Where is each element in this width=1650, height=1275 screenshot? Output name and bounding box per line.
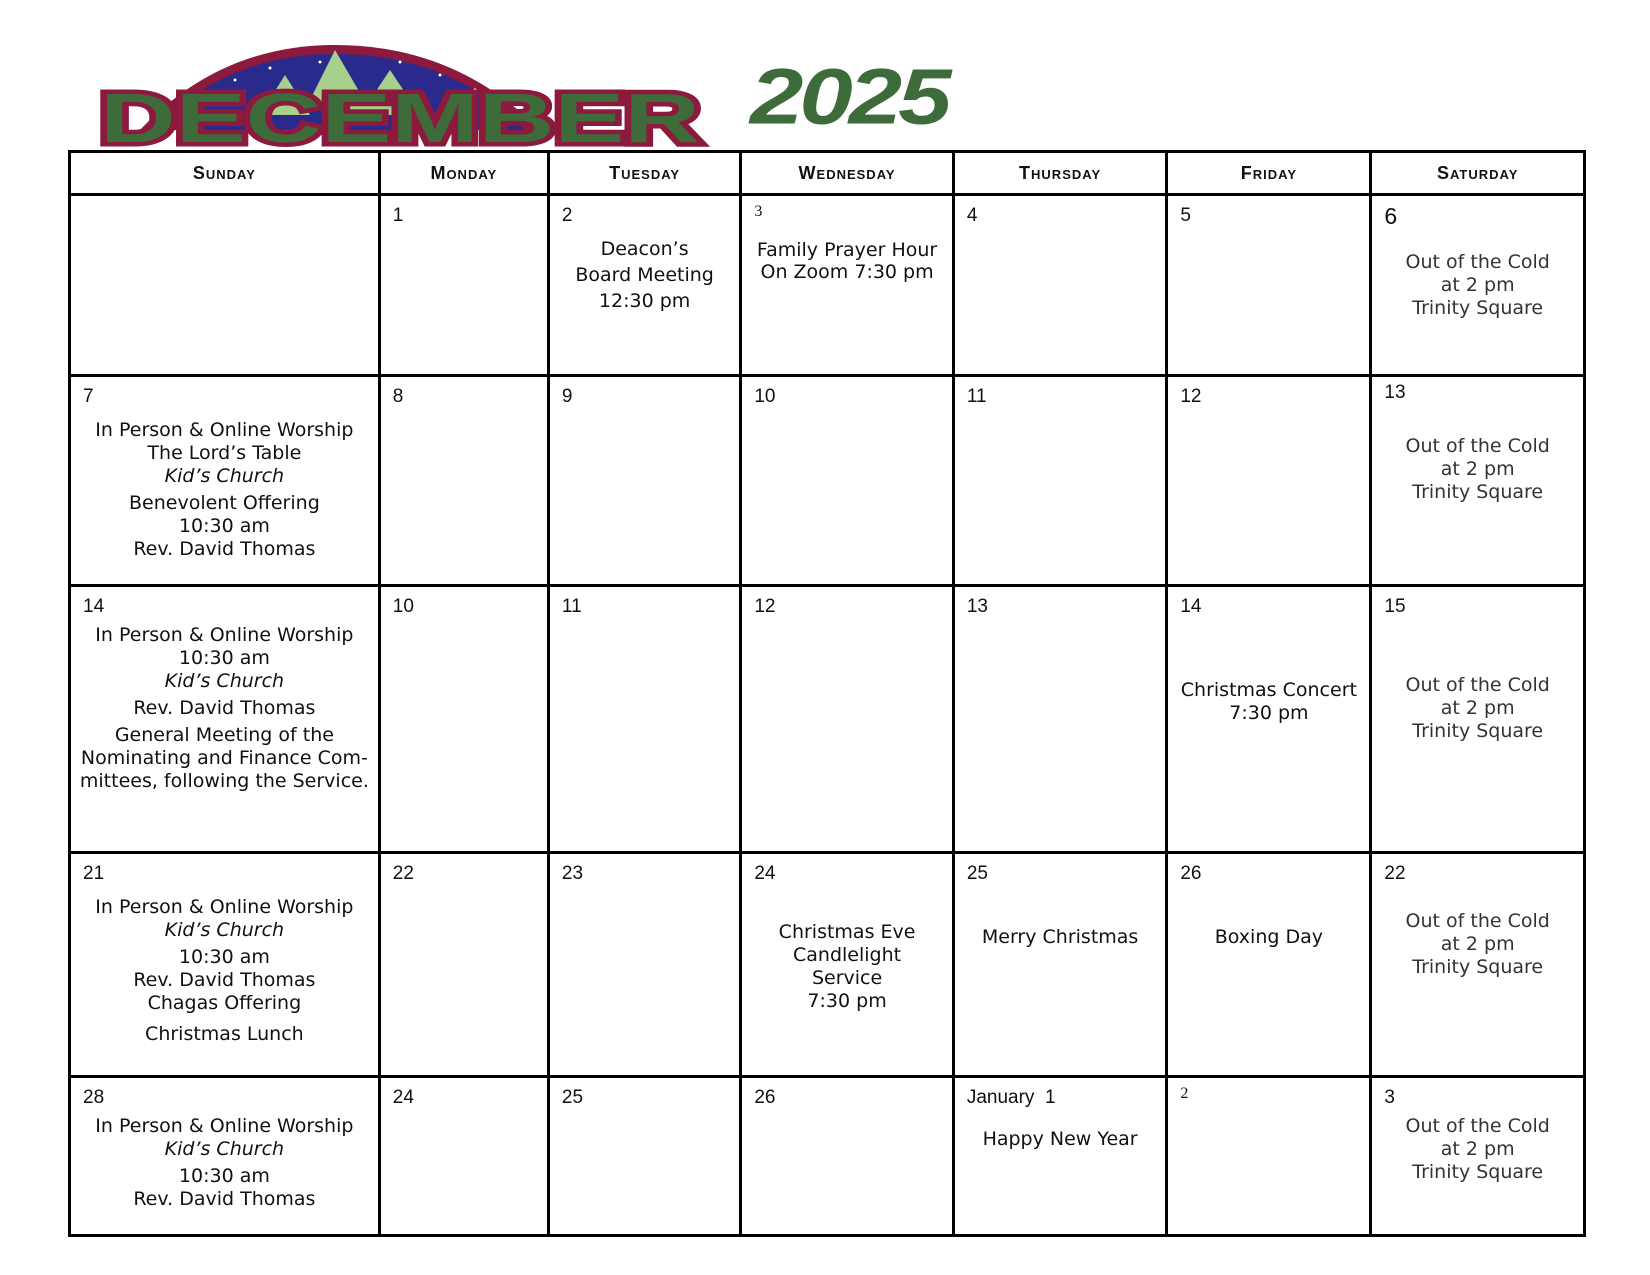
event-line: at 2 pm bbox=[1440, 933, 1515, 956]
event-line: Rev. David Thomas bbox=[133, 1188, 316, 1211]
event-line: at 2 pm bbox=[1440, 1138, 1515, 1161]
event-line: Out of the Cold bbox=[1405, 434, 1550, 457]
day-number: 9 bbox=[561, 385, 573, 407]
event-line: at 2 pm bbox=[1440, 696, 1515, 719]
day-number: 24 bbox=[392, 1087, 414, 1109]
event-line: 12:30 pm bbox=[598, 290, 691, 312]
day-number: 26 bbox=[1180, 863, 1202, 885]
day-number: 25 bbox=[561, 1087, 584, 1109]
week-row-4 bbox=[70, 853, 1585, 1077]
day-number: 22 bbox=[1384, 863, 1406, 885]
weekday-tuesday: Tuesday bbox=[548, 152, 740, 195]
event-line: Trinity Square bbox=[1412, 297, 1544, 319]
event-out-of-the-cold bbox=[1372, 674, 1583, 743]
day-cell bbox=[379, 853, 548, 1077]
event-merry-christmas bbox=[955, 926, 1166, 949]
event-line: Kid’s Church bbox=[164, 919, 285, 942]
day-number: 10 bbox=[392, 595, 414, 617]
day-cell bbox=[953, 585, 1167, 852]
day-cell bbox=[379, 195, 548, 376]
day-cell bbox=[741, 853, 954, 1077]
event-line: Family Prayer Hour bbox=[756, 239, 938, 261]
weekday-monday: Monday bbox=[379, 152, 548, 195]
day-cell bbox=[953, 853, 1167, 1077]
event-line: General Meeting of the bbox=[114, 723, 334, 746]
day-number: 26 bbox=[754, 1087, 776, 1109]
day-number: 28 bbox=[83, 1087, 105, 1109]
event-line: 7:30 pm bbox=[1229, 701, 1309, 724]
day-cell bbox=[1371, 375, 1585, 585]
day-number: 25 bbox=[966, 863, 988, 885]
event-line: Trinity Square bbox=[1412, 480, 1544, 503]
day-number: 2 bbox=[561, 205, 573, 226]
day-cell bbox=[741, 375, 954, 585]
day-cell bbox=[379, 375, 548, 585]
event-line: The Lord’s Table bbox=[147, 441, 302, 464]
day-cell bbox=[70, 853, 380, 1077]
event-sunday-worship bbox=[71, 419, 378, 561]
event-boxing-day bbox=[1168, 926, 1369, 949]
day-number: 24 bbox=[754, 863, 776, 885]
event-christmas-concert bbox=[1168, 679, 1369, 725]
day-number: 4 bbox=[966, 205, 978, 226]
event-sunday-worship bbox=[71, 1115, 378, 1211]
event-line: Benevolent Offering bbox=[129, 491, 320, 514]
day-cell bbox=[548, 853, 740, 1077]
day-cell bbox=[1371, 195, 1585, 376]
day-number: 2 bbox=[1180, 1085, 1189, 1103]
day-number: 5 bbox=[1180, 205, 1191, 226]
day-cell bbox=[953, 195, 1167, 376]
day-number: 21 bbox=[83, 863, 105, 885]
day-number: 15 bbox=[1384, 595, 1406, 617]
week-row-1 bbox=[70, 195, 1585, 376]
day-number: 10 bbox=[754, 385, 776, 407]
day-number: 14 bbox=[1180, 595, 1202, 617]
weekday-sunday: Sunday bbox=[70, 152, 380, 195]
weekday-thursday: Thursday bbox=[953, 152, 1167, 195]
day-number: 12 bbox=[1180, 385, 1202, 407]
event-line: 10:30 am bbox=[178, 946, 270, 969]
day-cell bbox=[1167, 195, 1371, 376]
day-number: January 1 bbox=[966, 1087, 1056, 1109]
event-line: at 2 pm bbox=[1440, 274, 1515, 296]
week-row-5 bbox=[70, 1077, 1585, 1236]
event-line: Rev. David Thomas bbox=[133, 537, 316, 560]
day-cell bbox=[1167, 1077, 1371, 1236]
weekday-friday: Friday bbox=[1167, 152, 1371, 195]
week-row-2 bbox=[70, 375, 1585, 585]
event-line: 7:30 pm bbox=[807, 990, 887, 1013]
day-cell bbox=[548, 195, 740, 376]
event-out-of-the-cold bbox=[1372, 435, 1583, 504]
event-line: Out of the Cold bbox=[1405, 1115, 1550, 1138]
event-line: In Person & Online Worship bbox=[95, 623, 354, 646]
day-cell bbox=[1167, 853, 1371, 1077]
event-line: Nominating and Finance Com- bbox=[80, 746, 368, 769]
event-family-prayer-hour bbox=[742, 239, 952, 283]
event-line: Chagas Offering bbox=[147, 992, 302, 1015]
day-cell bbox=[548, 585, 740, 852]
weekday-wednesday: Wednesday bbox=[741, 152, 954, 195]
event-line: On Zoom 7:30 pm bbox=[760, 261, 934, 283]
event-christmas-eve-service bbox=[742, 921, 952, 1013]
event-line: Candlelight bbox=[793, 944, 902, 967]
day-cell bbox=[379, 1077, 548, 1236]
event-line: Christmas Eve bbox=[778, 921, 916, 944]
day-cell bbox=[70, 1077, 380, 1236]
event-line: Out of the Cold bbox=[1405, 673, 1550, 696]
event-deacons-board-meeting bbox=[550, 236, 739, 314]
event-line: mittees, following the Service. bbox=[79, 769, 369, 792]
day-cell bbox=[548, 1077, 740, 1236]
month-title bbox=[80, 70, 720, 160]
event-line: Kid’s Church bbox=[164, 464, 285, 487]
day-cell bbox=[548, 375, 740, 585]
day-number: 6 bbox=[1384, 203, 1398, 229]
event-line: 10:30 am bbox=[178, 646, 270, 669]
day-cell-empty bbox=[70, 195, 380, 376]
event-line: Rev. David Thomas bbox=[133, 969, 316, 992]
day-cell bbox=[379, 585, 548, 852]
event-line: Kid’s Church bbox=[164, 669, 285, 692]
day-cell bbox=[1371, 585, 1585, 852]
event-line: Board Meeting bbox=[575, 264, 714, 286]
day-number: 3 bbox=[1384, 1087, 1395, 1109]
event-line: In Person & Online Worship bbox=[95, 1115, 354, 1138]
day-cell bbox=[1167, 585, 1371, 852]
event-out-of-the-cold bbox=[1372, 1115, 1583, 1184]
event-happy-new-year bbox=[955, 1128, 1166, 1151]
svg-text:DECEMBER: DECEMBER bbox=[100, 79, 700, 157]
calendar-header bbox=[70, 40, 948, 157]
day-cell bbox=[70, 585, 380, 852]
event-line: Trinity Square bbox=[1412, 719, 1544, 742]
event-line: 10:30 am bbox=[178, 1165, 270, 1188]
event-out-of-the-cold bbox=[1372, 251, 1583, 320]
weekday-header-row bbox=[70, 152, 1585, 195]
day-number: 13 bbox=[966, 595, 988, 617]
calendar-grid bbox=[68, 150, 1586, 1237]
day-cell bbox=[953, 1077, 1167, 1236]
day-number: 1 bbox=[392, 205, 404, 226]
event-line: Happy New Year bbox=[982, 1128, 1138, 1151]
event-line: at 2 pm bbox=[1440, 457, 1515, 480]
day-number: 22 bbox=[392, 863, 414, 885]
event-line: Christmas Lunch bbox=[145, 1023, 304, 1046]
event-line: Rev. David Thomas bbox=[133, 696, 316, 719]
day-number: 11 bbox=[966, 385, 987, 407]
day-cell bbox=[741, 585, 954, 852]
weekday-saturday: Saturday bbox=[1371, 152, 1585, 195]
event-line: Christmas Concert bbox=[1180, 678, 1357, 701]
event-sunday-worship bbox=[71, 896, 378, 1046]
event-line: Merry Christmas bbox=[981, 926, 1139, 949]
event-line: Kid’s Church bbox=[164, 1138, 285, 1161]
day-number: 3 bbox=[754, 203, 763, 220]
event-line: Boxing Day bbox=[1214, 926, 1323, 949]
day-number: 23 bbox=[561, 863, 584, 885]
day-cell bbox=[70, 375, 380, 585]
event-line: Trinity Square bbox=[1412, 956, 1544, 979]
day-number: 11 bbox=[561, 595, 582, 617]
day-number: 8 bbox=[392, 385, 404, 407]
event-line: In Person & Online Worship bbox=[95, 418, 354, 441]
event-line: Out of the Cold bbox=[1405, 251, 1550, 273]
day-number: 13 bbox=[1384, 381, 1406, 403]
event-line: Deacon’s bbox=[600, 238, 689, 260]
event-out-of-the-cold bbox=[1372, 910, 1583, 979]
event-sunday-worship bbox=[71, 624, 378, 793]
event-line: Out of the Cold bbox=[1405, 910, 1550, 933]
event-line: Trinity Square bbox=[1412, 1161, 1544, 1184]
day-cell bbox=[1371, 1077, 1585, 1236]
event-line: Service bbox=[811, 967, 883, 990]
day-number: 14 bbox=[83, 595, 105, 617]
day-number: 7 bbox=[83, 385, 94, 407]
day-number: 12 bbox=[754, 595, 776, 617]
day-cell bbox=[953, 375, 1167, 585]
day-cell bbox=[741, 195, 954, 376]
day-cell bbox=[1167, 375, 1371, 585]
year-title: 2025 bbox=[750, 53, 948, 141]
week-row-3 bbox=[70, 585, 1585, 852]
event-line: 10:30 am bbox=[178, 514, 270, 537]
event-line: In Person & Online Worship bbox=[95, 896, 354, 919]
day-cell bbox=[741, 1077, 954, 1236]
day-cell bbox=[1371, 853, 1585, 1077]
